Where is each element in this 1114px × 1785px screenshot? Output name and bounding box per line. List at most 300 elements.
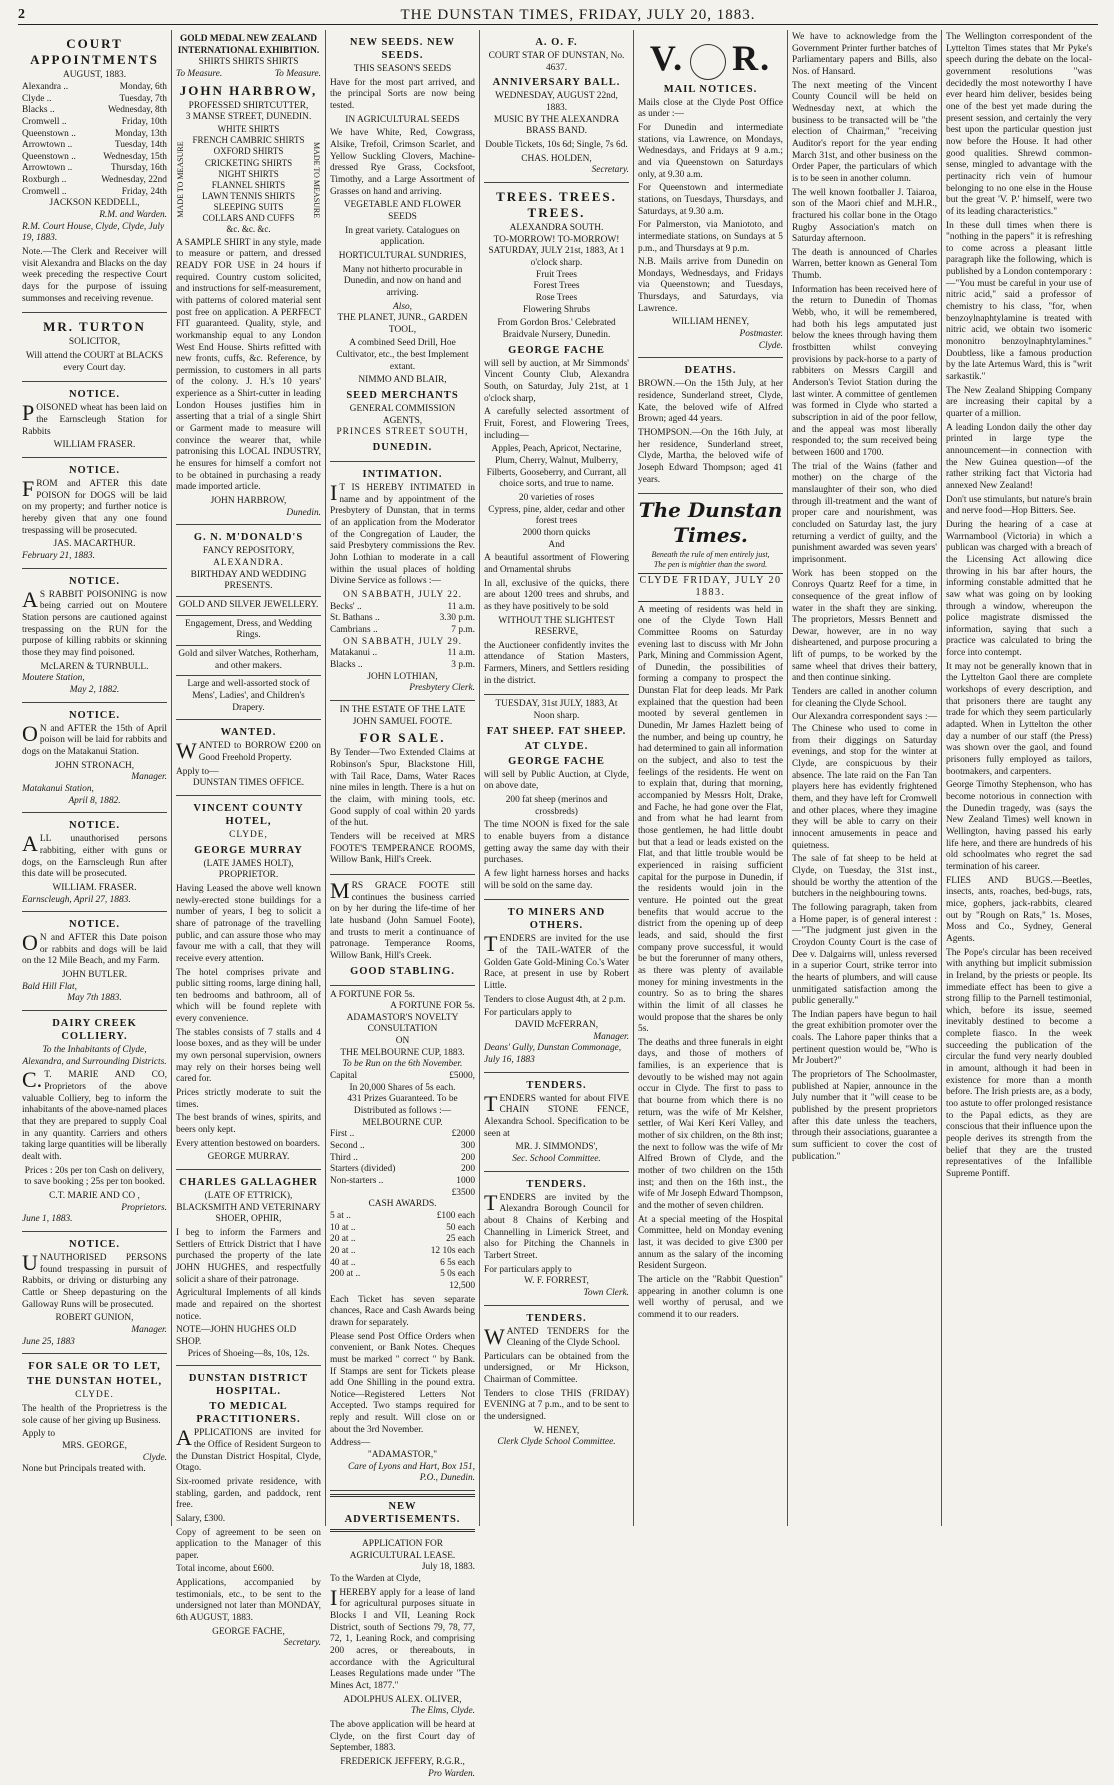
for-sale-heading: FOR SALE OR TO LET, xyxy=(28,1361,161,1373)
tree-item: Fruit Trees xyxy=(536,269,577,280)
seeds-ad xyxy=(330,30,475,462)
adamastor-shares: In 20,000 Shares of 5s each. xyxy=(349,1082,456,1093)
seeds-heading: NEW SEEDS. NEW SEEDS. xyxy=(349,37,456,62)
cash-row xyxy=(330,1234,475,1246)
mcdonald-title: FANCY REPOSITORY, xyxy=(202,546,295,557)
hospital-signature: GEORGE FACHE, xyxy=(212,1626,285,1637)
mail-text-4: For Palmerston, via Maniototo, and intermediate stations, on Sundays at 5 p.m., and Thursdays at 9 p.m. xyxy=(638,220,783,254)
prize-row xyxy=(330,1153,475,1165)
cash-row xyxy=(330,1258,475,1270)
shirt-item: FRENCH CAMBRIC SHIRTS xyxy=(192,135,305,146)
mail-text-3: For Queenstown and intermediate stations, on Tuesdays, Thursdays, and Saturdays, at 9.30 a.m. xyxy=(638,183,783,217)
nimmo-title-2: GENERAL COMMISSION AGENTS, xyxy=(349,404,456,426)
hospital-heading: DUNSTAN DISTRICT HOSPITAL. xyxy=(188,1373,309,1398)
court-row xyxy=(22,175,167,187)
mail-text-5: N.B. Mails arrive from Dunedin on Mondays, Wednesdays, and Fridays via Queenstown; and Tuesdays, Thursdays, and Saturdays, via Lawrence. xyxy=(638,257,783,314)
harbrow-place: Dunedin. xyxy=(286,507,321,518)
tenders-2-text: TENDERS are invited by the Alexandra Borough Council for about 8 Chains of Kerbing and Channelling in Limerick Street, and also for Pitching the Channels in Tarbert Street. xyxy=(484,1189,629,1261)
fache-text-5: Cypress, pine, alder, cedar and other forest trees xyxy=(488,504,625,527)
miners-text: TENDERS are invited for the use of the TAIL-WATER of the Golden Gate Gold-Mining Co.'s Water Race, at present in use by Robert Little. xyxy=(484,931,629,992)
lease-text: IHEREBY apply for a lease of land for agricultural purposes situate in Blocks I and VII, Leaning Rock District, south of Sections 79, 78, 77, 72, 1, Leaning Rock, and comprising 200 acres, or thereabouts, in accordance with the Agricultural Leases Regulations made under "The Mines Act, 1877." xyxy=(330,1584,475,1691)
vch-prop: PROPRIETOR. xyxy=(218,870,279,881)
sabbath-1-row xyxy=(330,625,475,637)
wanted-text: WANTED to BORROW £200 on Good Freehold Property. xyxy=(176,738,321,764)
sabbath-1-label: St. Bathans .. xyxy=(330,613,380,624)
shirt-list xyxy=(188,124,309,236)
fache-text-2: A carefully selected assortment of Fruit, Forest, and Flowering Trees, including— xyxy=(484,407,629,441)
column-6 xyxy=(788,30,942,1526)
seeds-subheading: THIS SEASON'S SEEDS xyxy=(353,64,452,75)
turton-text: Will attend the COURT at BLACKS every Court day. xyxy=(25,351,164,373)
fache-and: And xyxy=(548,539,565,550)
notice-2-text: FROM and AFTER this date POISON for DOGS will be laid on my property; and further notice is hereby given that any one found trespassing will be prosecuted. xyxy=(22,476,167,536)
grace-foote-text: MRS GRACE FOOTE still continues the business carried on by her during the life-time of her late husband (John Samuel Foote), and trusts to merit a continuance of patronage. Temperance Rooms, Willow Bank, Hill's Creek. xyxy=(330,877,475,961)
capital-label: Capital xyxy=(330,1071,358,1082)
notice-5-text: ALL unauthorised persons rabbiting, either with guns or dogs, on the Earnscleugh Run after this date will be prosecuted. xyxy=(22,831,167,880)
court-year: AUGUST, 1883. xyxy=(62,70,127,81)
notice-7-signature-title: Manager. xyxy=(131,1324,167,1335)
sabbath-2-row xyxy=(330,660,475,672)
wanted-apply: Apply to— xyxy=(176,766,219,777)
intimation-heading: INTIMATION. xyxy=(362,469,443,481)
fache-name: GEORGE FACHE xyxy=(508,344,605,356)
adamastor-address-label: Address— xyxy=(330,1438,371,1449)
court-appointments-heading: COURT APPOINTMENTS xyxy=(30,36,159,68)
turton-ad xyxy=(22,313,167,382)
dairy-creek-date: June 1, 1883. xyxy=(22,1214,73,1225)
tenders-2-heading: TENDERS. xyxy=(526,1178,587,1190)
sabbath-1-value: 3.30 p.m. xyxy=(439,613,475,624)
news-paragraph-5: Information has been received here of the return to Dunedin of Thomas Webb, who, it will be remembered, had both his legs amputated just below the knees through having them frostbitten whilst conveying provisions by pack-horse to a party of rabbiters on Messrs Cargill and Anderson's Teviot Station during the last winter. A committee of gentlemen was formed in Clyde who started a subscription in aid of the poor fellow, and the appeal was most liberally responded to; the sum received being between 1600 and 1700. xyxy=(792,284,937,458)
wanted-heading: WANTED. xyxy=(220,727,277,739)
ball-tickets: Double Tickets, 10s 6d; Single, 7s 6d. xyxy=(485,139,628,150)
notice-5 xyxy=(22,813,167,912)
mcdonald-line-2: GOLD AND SILVER JEWELLERY. xyxy=(178,600,319,610)
tenders-1-name: MR. J. SIMMONDS', xyxy=(515,1142,598,1153)
news-paragraph-8: Tenders are called in another column for cleaning the Clyde School. xyxy=(792,687,937,709)
notice-6-text: ON and AFTER this Date poison or rabbits and dogs will be laid on the 12 Mile Beach, and my Farm. xyxy=(22,930,167,967)
fortune-left: A FORTUNE FOR 5s. xyxy=(330,989,415,1000)
veg-heading: VEGETABLE AND FLOWER SEEDS xyxy=(343,200,462,222)
prize-label: Third .. xyxy=(330,1152,358,1163)
news-paragraph-c7-10: The Pope's circular has been received with anything but implicit submission in Ireland, by the priests or people. Its immediate effect has been to give a strong fillip to the Parnell testimonial, which, before its issue, seemed inevitably destined to become a complete fiasco. In the week succeeding the publication of the circular the fund very nearly doubled in amount, although it had been in existence for more than a month before. The Irish priests are, as a body, too astute to offer prolonged resistance to the Papal edicts, as they are conscious that their influence upon the people derives its strength from the belief that they are the trusted representatives of the Infallible Supreme Pontiff. xyxy=(946,947,1092,1179)
fache-reserve: WITHOUT THE SLIGHTEST RESERVE, xyxy=(498,615,615,638)
mcdonald-line-1: BIRTHDAY AND WEDDING PRESENTS. xyxy=(190,569,307,592)
hospital-ad xyxy=(176,1366,321,1655)
vch-place: CLYDE, xyxy=(229,829,268,840)
fache-text-4: 20 varieties of roses xyxy=(518,492,595,503)
sabbath-2-value: 11 a.m. xyxy=(447,648,475,659)
cash-value: 25 each xyxy=(446,1234,475,1245)
planet-heading: THE PLANET, JUNR., GARDEN TOOL, xyxy=(337,313,468,335)
gallagher-prices: Prices of Shoeing—8s, 10s, 12s. xyxy=(187,1348,310,1359)
prize-value: £2000 xyxy=(451,1129,475,1140)
notice-2-date: February 21, 1883. xyxy=(22,551,95,562)
sabbath-2-row xyxy=(330,648,475,660)
lease-signature: ADOLPHUS ALEX. OLIVER, xyxy=(343,1694,462,1705)
miners-close: Tenders to close August 4th, at 2 p.m. xyxy=(484,994,626,1005)
prize-row xyxy=(330,1176,475,1188)
court-row xyxy=(22,187,167,199)
fortune-right: A FORTUNE FOR 5s. xyxy=(390,1001,475,1012)
agri-heading: IN AGRICULTURAL SEEDS xyxy=(345,114,460,125)
news-paragraph-c7-2: In these dull times when there is "nothing in the papers" it is refreshing to come across a pleasant little paragraph like the following, which is published by a London contemporary :—"You must be careful in your use of nitric acid," said a professor of chemistry to his class, "for, when benzoylnaphtylamine is treated with nitric acid, we obtain two isomeric mononitro benzoylnaphtylamines." Doubtless, like a famous production by the late Artemus Ward, this is "writ sarkastik." xyxy=(946,220,1092,383)
prizes-cup: MELBOURNE CUP. xyxy=(362,1117,443,1128)
fache-text-9: the Auctioneer confidently invites the attendance of Station Masters, Farmers, Miners, and Settlers residing in the district. xyxy=(484,640,629,686)
vch-late: (LATE JAMES HOLT), xyxy=(203,858,294,869)
prize-table xyxy=(330,1129,475,1187)
notice-6-signature: JOHN BUTLER. xyxy=(61,970,128,981)
to-measure-left: To Measure. xyxy=(176,68,223,79)
mcdonald-line-4: Gold and silver Watches, Rotherham, and other makers. xyxy=(178,648,319,671)
shirt-item: NIGHT SHIRTS xyxy=(218,168,279,179)
prize-value: 200 xyxy=(460,1152,475,1163)
notice-4-signature-title: Manager. xyxy=(131,772,167,783)
made-to-measure-left: MADE TO MEASURE xyxy=(176,141,185,218)
crest-letter-v: V. xyxy=(649,38,685,78)
gallagher-text: I beg to inform the Farmers and Settlers of Ettrick District that I have purchased the property of the late JOHN HUGHES, and respectfully solicit a share of their patronage. xyxy=(176,1227,321,1285)
court-appointments-ad xyxy=(22,30,167,313)
cash-heading: CASH AWARDS. xyxy=(368,1199,437,1210)
dairy-creek-ad xyxy=(22,1011,167,1232)
mail-signature: WILLIAM HENEY, xyxy=(672,317,749,328)
trees-list xyxy=(484,270,629,317)
tenders-1-text: TENDERS wanted for about FIVE CHAIN STONE FENCE, Alexandra School. Specification to be seen at xyxy=(484,1090,629,1139)
shirt-item: COLLARS AND CUFFS xyxy=(202,213,295,224)
sabbath-1-schedule xyxy=(330,602,475,637)
miners-ad xyxy=(484,900,629,1072)
court-value: Tuesday, 14th xyxy=(114,140,167,151)
column-1 xyxy=(18,30,172,1526)
court-value: Wednesday, 15th xyxy=(103,151,167,162)
editorial-paragraph-2: The deaths and three funerals in eight days, and those of mothers of families, is an experience that is devoutly to be wished may not again occur in Clyde. The first to pass to that bourne from which there is no return, was the wife of Mr Kelsher, settler, of Wai Kerí Kerí Valley, and mother of six children, on the 8th inst; the next to follow was the wife of Mr Alfred Brown of Clyde, and the mother of two children on the 15th inst; and then on the 16th inst., the wife of Mr Joseph Edward Thompson, and the mother of seven children. xyxy=(638,1037,783,1211)
news-paragraph-6: The trial of the Wains (father and mother) on the charge of the manslaughter of their son, who died through ill-treatment and the want of proper care and nourishment, was concluded on Saturday last, the jury returning a verdict of guilty, and the punishment awarded was seven years' imprisonment. xyxy=(792,461,937,565)
news-paragraph-c7-9: FLIES AND BUGS.—Beetles, insects, ants, roaches, bed-bugs, rats, mice, gophers, jack-rabbits, cleared out by "Rough on Rats," 1s. Moses, Moss and Co., Sydney, General Agents. xyxy=(946,875,1092,944)
sabbath-2-schedule xyxy=(330,648,475,671)
gallagher-heading: CHARLES GALLAGHER xyxy=(179,1177,318,1188)
mcdonald-name: G. N. M'DONALD'S xyxy=(193,532,304,544)
cash-row xyxy=(330,1246,475,1258)
crest-letter-r: R. xyxy=(732,38,772,78)
mail-signature-title: Postmaster. xyxy=(739,329,783,340)
newspaper-header-title: THE DUNSTAN TIMES, FRIDAY, JULY 20, 1883. xyxy=(400,6,756,23)
sabbath-1-row xyxy=(330,613,475,625)
dairy-creek-signature-title: Proprietors. xyxy=(121,1202,167,1213)
court-value: Tuesday, 7th xyxy=(119,93,167,104)
prize-label: Non-starters .. xyxy=(330,1176,384,1187)
news-paragraph-c7-4: A leading London daily the other day printed in large type the announcement—in connection with the New Guinea question—of the rather striking fact that Victoria had annexed New Zealand! xyxy=(946,422,1092,491)
court-label: Arrowtown .. xyxy=(22,140,73,151)
news-paragraph-c7-8: George Timothy Stephenson, who has become notorious in connection with the Dunedin tragedy, was (says the New Zealand Times) well known in Wellington, having passed his early life here, and there are hundreds of his old schoolmates who regret the sad termination of his career. xyxy=(946,780,1092,872)
gallagher-late: (LATE OF ETTRICK), xyxy=(204,1191,293,1202)
prize-label: Starters (divided) xyxy=(330,1164,396,1175)
sabbath-2-label: Matakanui .. xyxy=(330,648,378,659)
cash-label: 20 at .. xyxy=(330,1234,356,1245)
deaths-heading: DEATHS. xyxy=(684,365,737,377)
news-paragraph-11: The following paragraph, taken from a Home paper, is of general interest :—"The judgment just given in the Croydon County Court is the case of Dee v. Dalgairns will, unless reversed in a superior Court, strike terror into the hearts of plumbers, and will cause unmitigated satisfaction among the public generally." xyxy=(792,902,937,1007)
notice-6-place: Bald Hill Flat, xyxy=(22,981,77,992)
trees-heading: TREES. TREES. TREES. xyxy=(496,188,617,221)
cash-row xyxy=(330,1269,475,1281)
vch-text-5: The best brands of wines, spirits, and beers only kept. xyxy=(176,1113,321,1136)
seeds-text: Have for the most part arrived, and the principal Sorts are now being tested. xyxy=(330,77,475,111)
ball-signature: CHAS. HOLDEN, xyxy=(521,153,592,164)
notice-7-heading: NOTICE. xyxy=(68,1238,121,1250)
notice-1-heading: NOTICE. xyxy=(68,389,121,401)
sheep-text-4: A few light harness horses and hacks will be sold on the same day. xyxy=(484,869,629,891)
notice-5-heading: NOTICE. xyxy=(68,820,121,832)
notice-6 xyxy=(22,912,167,1011)
sabbath-2: ON SABBATH, JULY 29. xyxy=(343,636,462,647)
to-measure-right: To Measure. xyxy=(274,68,321,79)
prize-label: Second .. xyxy=(330,1141,365,1152)
notice-5-signature: WILLIAM. FRASER. xyxy=(52,882,137,893)
tree-item: Flowering Shrubs xyxy=(523,304,590,315)
notice-3-heading: NOTICE. xyxy=(68,575,121,587)
court-row xyxy=(22,117,167,129)
dairy-creek-signature: C.T. MARIE AND CO , xyxy=(49,1191,140,1202)
death-2: THOMPSON.—On the 16th July, at her residence, Sunderland street, Clyde, Martha, the beloved wife of Joseph Edward Thompson; aged 41 years. xyxy=(638,428,783,485)
dunstan-hotel-place: CLYDE. xyxy=(75,1390,114,1401)
dunstan-hotel-text: The health of the Proprietress is the sole cause of her giving up Business. xyxy=(22,1403,167,1426)
hospital-text-3: Copy of agreement to be seen on application to the Manager of this paper. xyxy=(176,1527,321,1561)
lease-date: July 18, 1883. xyxy=(421,1562,475,1573)
harbrow-name: JOHN HARBROW, xyxy=(179,82,318,98)
hospital-income: Total income, about £600. xyxy=(176,1564,275,1575)
notice-1-signature: WILLIAM FRASER. xyxy=(53,440,136,451)
sabbath-2-value: 3 p.m. xyxy=(451,659,475,670)
harbrow-text: A SAMPLE SHIRT in any style, made to measure or pattern, and dressed READY FOR USE in 24 hours if required. Country custom solicited, and instructions for self-measurement, with patterns of colored material sent post free on application. A PERFECT FIT guaranteed. Quality, style, and workmanship equal to any London West End House. Shirts refitted with new fronts, cuffs, &c. Reference, by permission, to customers in all parts of the colony. J. H.'s 10 years' experience as a Shirt-cutter in leading London Houses justifies him in asserting that a trial of a single Shirt or Garment made to measure will convince the wearer that, while patronising this LOCAL INDUSTRY, he ensures for himself a comfort not to be obtained in purchasing a ready made imported article. xyxy=(176,237,321,493)
fache-text-6: 2000 thorn quicks xyxy=(522,527,591,538)
tenders-3-text-2: Particulars can be obtained from the undersigned, or Mr Hickson, Chairman of Committee. xyxy=(484,1351,629,1386)
prizes-heading: 431 Prizes Guaranteed. To be Distributed as follows :— xyxy=(347,1094,458,1117)
vch-text-2: The hotel comprises private and public sitting rooms, large dining hall, ten bedrooms and bathroom, all of which will be found replete with every convenience. xyxy=(176,967,321,1025)
hospital-text-4: Applications, accompanied by testimonials, etc., to be sent to the undersigned not later than MONDAY, 6th AUGUST, 1883. xyxy=(176,1578,321,1624)
lease-to: To the Warden at Clyde, xyxy=(330,1574,421,1585)
notice-7 xyxy=(22,1232,167,1354)
to-measure-line xyxy=(176,69,321,81)
prize-row xyxy=(330,1141,475,1153)
sabbath-1: ON SABBATH, JULY 22. xyxy=(343,590,462,601)
notice-4 xyxy=(22,703,167,814)
notice-3-place: Moutere Station, xyxy=(22,673,85,684)
adamastor-on: ON xyxy=(395,1036,410,1047)
aof-heading: A. O. F. xyxy=(535,37,578,48)
vch-text-3: The stables consists of 7 stalls and 4 loose boxes, and as they will be under my own personal supervision, owners may rely on their horses being well cared for. xyxy=(176,1027,321,1085)
cash-value: 5 0s each xyxy=(440,1269,475,1280)
prize-label: First .. xyxy=(330,1129,355,1140)
notice-7-signature: ROBERT GUNION, xyxy=(55,1313,134,1324)
vincent-county-hotel-ad xyxy=(176,796,321,1170)
court-value: Monday, 13th xyxy=(115,128,167,139)
fat-sheep-ad xyxy=(484,695,629,900)
made-to-measure-right: MADE TO MEASURE xyxy=(312,141,321,218)
miners-place: Deans' Gully, Dunstan Commonage, July 16, 1883 xyxy=(484,1043,622,1065)
adamastor-run: To be Run on the 6th November. xyxy=(342,1059,463,1070)
royal-crest xyxy=(638,36,783,81)
vch-name: GEORGE MURRAY xyxy=(194,844,303,856)
notice-5-date: Earnscleugh, April 27, 1883. xyxy=(22,894,131,905)
vch-text-6: Every attention bestowed on boarders. xyxy=(176,1138,320,1149)
notice-3 xyxy=(22,569,167,703)
editorial-paragraph-3: At a special meeting of the Hospital Committee, held on Monday evening last, it was decided to give £300 per annum as the salary of the incoming Resident Surgeon. xyxy=(638,1214,783,1272)
news-paragraph-9: Our Alexandra correspondent says :—The Chinese who used to come in from their diggings on Saturday evenings, and stop for the winter at Clyde, are conspicuous by their absence. The late raid on the Fan Tan players here has evidently frightened them, and they have left for Cromwell and other places, where they imagine they will be able to carry on their innocent amusements in peace and quietness. xyxy=(792,712,937,851)
sheep-heading: FAT SHEEP. FAT SHEEP. xyxy=(486,725,627,737)
nimmo-title: SEED MERCHANTS xyxy=(346,390,459,402)
column-7 xyxy=(942,30,1096,1526)
sabbath-2-label: Blacks .. xyxy=(330,659,363,670)
gallagher-ad xyxy=(176,1170,321,1366)
nimmo-name: NIMMO AND BLAIR, xyxy=(358,375,447,386)
notice-4-text: ON and AFTER the 15th of April poison will be laid for rabbits and dogs on the Matakanui Station. xyxy=(22,720,167,757)
dunstan-hotel-place-2: Clyde. xyxy=(142,1452,167,1463)
planet-text: A combined Seed Drill, Hoe Cultivator, etc., the best Implement extant. xyxy=(336,338,469,372)
news-paragraph-7: Work has been stopped on the Conroys Quartz Reef for a time, in consequence of the great inflow of water in the shaft they are sinking. The proprietors, Messrs Bennett and Dewar, however, are in no way disheartened, and purpose procuring a lift of pumps, to be worked by the same wheel that drives their battery, and then continue sinking. xyxy=(792,568,937,684)
adamastor-heading: ADAMASTOR'S NOVELTY CONSULTATION xyxy=(346,1012,459,1035)
shirt-item: CRICKETING SHIRTS xyxy=(204,157,293,168)
hospital-signature-title: Secretary. xyxy=(283,1638,321,1649)
court-signature: JACKSON KEDDELL, xyxy=(49,198,140,209)
dunstan-hotel-apply: Apply to xyxy=(22,1429,56,1440)
gold-medal-heading: GOLD MEDAL NEW ZEALAND INTERNATIONAL EXHIBITION. xyxy=(177,34,320,56)
cash-table xyxy=(330,1211,475,1281)
notice-1-text: POISONED wheat has been laid on the Earnscleugh Station for Rabbits xyxy=(22,400,167,437)
cash-total: 12,500 xyxy=(449,1280,475,1291)
newspaper-columns xyxy=(18,30,1098,1779)
court-star: COURT STAR OF DUNSTAN, No. 4637. xyxy=(488,51,625,73)
intimation-signature: JOHN LOTHIAN, xyxy=(367,671,438,682)
column-3 xyxy=(326,30,480,1779)
notice-2 xyxy=(22,458,167,569)
notice-4-signature: JOHN STRONACH, xyxy=(54,760,135,771)
notice-4-place: Matakanui Station, xyxy=(22,783,94,794)
adamastor-name: "ADAMASTOR," xyxy=(367,1450,438,1461)
wanted-ad xyxy=(176,720,321,796)
sheep-text-3: The time NOON is fixed for the sale to enable buyers from a distance getting away the same day with their purchases. xyxy=(484,820,629,866)
sheep-date: TUESDAY, 31st JULY, 1883, At Noon sharp. xyxy=(495,699,618,722)
ball-signature-title: Secretary. xyxy=(591,165,629,176)
cash-label: 40 at .. xyxy=(330,1257,356,1268)
shirt-item: FLANNEL SHIRTS xyxy=(211,179,286,190)
sheep-text: will sell by Public Auction, at Clyde, on above date, xyxy=(484,769,629,792)
vch-text-1: Having Leased the above well known newly-erected stone buildings for a number of years, I beg to solicit a share of patronage of the travelling public, and can assure those who may favour me with a call, that they will receive every attention. xyxy=(176,883,321,964)
shirt-item: SLEEPING SUITS xyxy=(213,202,284,213)
tenders-1-heading: TENDERS. xyxy=(526,1079,587,1091)
mail-text-2: For Dunedin and intermediate stations, via Lawrence, on Mondays, Wednesdays, and Fridays at 9 a.m.; and via Queenstown on Saturdays only, at 9.30 a.m. xyxy=(638,122,783,180)
editorial-paragraph-4: The article on the "Rabbit Question" appearing in another column is one well worthy of perusal, and we commend it to our readers. xyxy=(638,1274,783,1320)
court-place: R.M. Court House, Clyde, Clyde, July 19, 1883. xyxy=(22,221,165,244)
notice-2-signature: JAS. MACARTHUR. xyxy=(53,539,136,550)
news-paragraph-1: We have to acknowledge from the Government Printer further batches of Parliamentary papers and Bills, also Nos. of Hansard. xyxy=(792,32,937,77)
aof-ad xyxy=(484,30,629,183)
grace-foote-ad xyxy=(330,875,475,986)
sabbath-1-row xyxy=(330,602,475,614)
shirt-item: &c. &c. &c. xyxy=(226,224,271,235)
harbrow-signature: JOHN HARBROW, xyxy=(210,496,287,507)
cash-label: 5 at .. xyxy=(330,1210,351,1221)
motto-1: Beneath the rule of men entirely just, xyxy=(651,549,770,559)
mcdonald-line-5: Large and well-assorted stock of Mens', Ladies', and Children's Drapery. xyxy=(187,679,310,713)
ball-date: WEDNESDAY, AUGUST 22nd, 1883. xyxy=(495,91,618,113)
court-value: Monday, 6th xyxy=(119,81,167,92)
court-schedule xyxy=(22,82,167,199)
capital-value: £5000, xyxy=(449,1071,475,1082)
dunstan-hotel-note: None but Principals treated with. xyxy=(22,1464,146,1475)
agri-text: We have White, Red, Cowgrass, Alsike, Trefoil, Crimson Scarlet, and Yellow Suckling Clovers, Machine-dressed Rye Grass, Cocksfoot, Timothy, and a Large Assortment of Grasses on hand and arriving. xyxy=(330,128,475,197)
court-row xyxy=(22,129,167,141)
news-paragraph-c7-5: Don't use stimulants, but nature's brain and nerve food—Hop Bitters. See. xyxy=(946,494,1092,517)
turton-title: SOLICITOR, xyxy=(68,337,121,348)
trees-from: From Gordon Bros.' Celebrated Braidvale Nursery, Dunedin. xyxy=(497,318,616,341)
adamastor-care: Care of Lyons and Hart, Box 151, P.O., Dunedin. xyxy=(348,1461,475,1484)
intimation-text: IT IS HEREBY INTIMATED in name and by appointment of the Presbytery of Dunstan, that in terms of an application from the Moderator of the Congregation of Lauder, the said Presbytery commissions the Rev. John Lothian to moderate in a call within the usual places of holding Divine Service as follows :— xyxy=(330,480,475,587)
mcdonald-ad xyxy=(176,525,321,720)
tenders-3-ad xyxy=(484,1306,629,1455)
court-value: Friday, 24th xyxy=(121,186,167,197)
news-paragraph-3: The well known footballer J. Taiaroa, son of the Maori chief and M.H.R., fractured his collar bone in the Otago Rugby Association's match on Saturday afternoon. xyxy=(792,187,937,245)
sabbath-1-value: 7 p.m. xyxy=(451,624,475,635)
ball-music: MUSIC BY THE ALEXANDRA BRASS BAND. xyxy=(493,114,620,137)
news-paragraph-13: The proprietors of The Schoolmaster, published at Napier, announce in the July number that it "will cease to be published by the present proprietors after this date unless the teachers, through their associations, guarantee a sum sufficient to cover the cost of publication." xyxy=(792,1070,937,1162)
lease-heading: APPLICATION FOR AGRICULTURAL LEASE. xyxy=(349,1539,456,1561)
capital-row xyxy=(330,1071,475,1083)
tenders-3-signature-title: Clerk Clyde School Committee. xyxy=(497,1437,616,1448)
mcdonald-place: ALEXANDRA. xyxy=(213,558,284,569)
tenders-2-apply: For particulars apply to xyxy=(484,1264,572,1275)
dunstan-hotel-signature: MRS. GEORGE, xyxy=(62,1440,127,1451)
cash-label: 200 at .. xyxy=(330,1269,361,1280)
court-label: Cromwell .. xyxy=(22,116,67,127)
adamastor-text: Each Ticket has seven separate chances, Race and Cash Awards being drawn for separately. xyxy=(330,1294,475,1328)
good-stabling: GOOD STABLING. xyxy=(350,965,455,977)
dairy-creek-prices: Prices : 20s per ton Cash on delivery, to save booking ; 25s per ton booked. xyxy=(24,1165,165,1188)
foote-estate-ad xyxy=(330,701,475,875)
court-note: Note.—The Clerk and Receiver will visit Alexandra and Blacks on the day week preceding the respective Court days for the purpose of issuing summonses and receiving revenue. xyxy=(22,247,167,304)
sabbath-1-value: 11 a.m. xyxy=(447,601,475,612)
hort-heading: HORTICULTURAL SUNDRIES, xyxy=(338,250,467,261)
harbrow-title: PROFESSED SHIRTCUTTER, xyxy=(188,100,309,111)
adamastor-cup: THE MELBOURNE CUP, 1883. xyxy=(340,1047,465,1058)
prize-total: £3500 xyxy=(451,1187,475,1198)
sheep-place: AT CLYDE. xyxy=(524,740,589,752)
shirt-item: WHITE SHIRTS xyxy=(217,124,280,135)
nimmo-city: DUNEDIN. xyxy=(372,442,433,454)
page-number: 2 xyxy=(18,7,25,23)
editorial-dateline: CLYDE FRIDAY, JULY 20 1883. xyxy=(638,573,783,602)
turton-name: MR. TURTON xyxy=(43,319,146,335)
cash-value: £100 each xyxy=(436,1210,475,1221)
lease-signature-2: FREDERICK JEFFERY, R.G.R., xyxy=(340,1756,465,1767)
court-label: Cromwell .. xyxy=(22,186,67,197)
adamastor-text-2: Please send Post Office Orders when convenient, or Bank Notes. Cheques must be marked " correct " by Bank. If Stamps are sent for Tickets please add One Shilling in the pound extra. Notice—Registered Letters Not Accepted. Two stamps required for reply and result. Will close on or about the 3rd November. xyxy=(330,1331,475,1435)
court-value: Thursday, 16th xyxy=(110,163,167,174)
court-row xyxy=(22,94,167,106)
new-advertisements-heading: NEW ADVERTISEMENTS. xyxy=(344,1501,461,1526)
court-label: Arrowtown .. xyxy=(22,163,73,174)
news-paragraph-10: The sale of fat sheep to be held at Clyde, on Tuesday, the 31st inst., should be worthy the attention of the butchers in the neighbouring towns. xyxy=(792,854,937,900)
notice-4-date: April 8, 1882. xyxy=(68,795,121,806)
vch-signature: GEORGE MURRAY. xyxy=(207,1152,290,1163)
notice-3-text: AS RABBIT POISONING is now being carried out on Moutere Station persons are cautioned against trespassing on the RUN for the purpose of killing rabbits or skinning those they may find poisoned. xyxy=(22,586,167,658)
motto-2: The pen is mightier than the sword. xyxy=(653,559,768,569)
tenders-3-text: WANTED TENDERS for the Cleaning of the Clyde School. xyxy=(484,1323,629,1349)
tenders-2-ad xyxy=(484,1172,629,1306)
prize-value: 200 xyxy=(460,1164,475,1175)
miners-heading: TO MINERS AND OTHERS. xyxy=(507,907,606,932)
also-label: Also, xyxy=(392,301,412,312)
notice-7-date: June 25, 1883 xyxy=(22,1336,75,1347)
prize-row xyxy=(330,1129,475,1141)
